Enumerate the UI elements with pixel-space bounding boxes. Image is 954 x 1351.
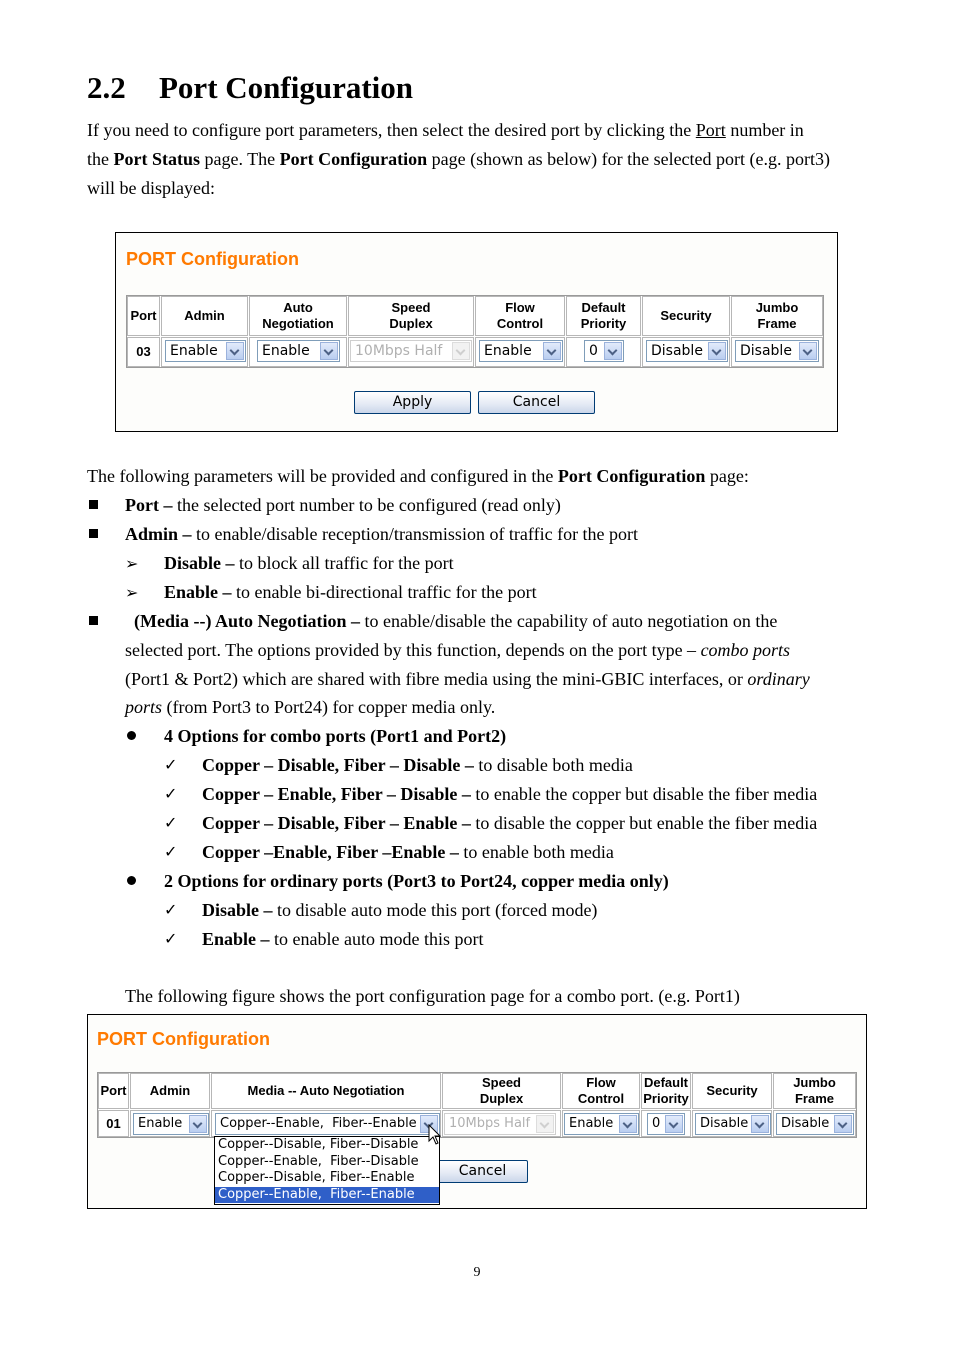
- chevron-down-icon: [665, 1115, 683, 1133]
- speed-duplex-select: [350, 340, 472, 362]
- header-media-auto-negotiation: [211, 1073, 441, 1109]
- header-auto-negotiation: [249, 296, 347, 336]
- item-auto-negotiation-line-2: [125, 636, 790, 665]
- header-default-priority: [566, 296, 641, 336]
- media-auto-negotiation-select[interactable]: [215, 1113, 440, 1135]
- select-value: 10Mbps Half: [355, 343, 443, 359]
- chevron-down-icon: [189, 1115, 207, 1133]
- item-emphasis: combo ports: [700, 640, 791, 660]
- select-value: Disable: [740, 343, 792, 359]
- security-select[interactable]: [646, 340, 728, 362]
- item-admin-enable: [164, 578, 537, 607]
- header-flow-control: [562, 1073, 640, 1109]
- combo-option-1: [202, 751, 633, 780]
- item-emphasis: ordinary: [747, 669, 810, 689]
- default-priority-select[interactable]: [647, 1113, 685, 1135]
- dropdown-option[interactable]: Copper--Disable, Fiber--Enable: [218, 1170, 415, 1185]
- dropdown-option[interactable]: Copper--Enable, Fiber--Disable: [218, 1153, 419, 1169]
- header-label: Jumbo Frame: [793, 1075, 836, 1106]
- jumbo-frame-select[interactable]: [735, 340, 819, 362]
- square-bullet-icon: [89, 500, 98, 509]
- section-heading: [87, 68, 413, 108]
- auto-negotiation-select[interactable]: [257, 340, 340, 362]
- select-value: Enable: [484, 343, 532, 359]
- header-label: Jumbo Frame: [755, 300, 799, 331]
- checkmark-icon: ✓: [164, 842, 178, 861]
- chevron-down-icon: [536, 1115, 554, 1133]
- apply-button[interactable]: Apply: [354, 391, 471, 414]
- ordinary-options-heading: [164, 867, 669, 896]
- round-bullet-icon: [127, 731, 136, 740]
- select-value: Enable: [262, 343, 310, 359]
- select-value: 10Mbps Half: [449, 1116, 531, 1131]
- port-number-cell: 01: [98, 1110, 129, 1137]
- port-config-figure-1: [115, 232, 838, 432]
- chevron-down-icon: [543, 342, 561, 360]
- chevron-down-icon: [751, 1115, 769, 1133]
- header-label: Flow Control: [577, 1075, 625, 1106]
- select-value: 0: [589, 343, 598, 359]
- header-security: [692, 1073, 772, 1109]
- chevron-down-icon: [604, 342, 622, 360]
- select-value: Enable: [138, 1116, 183, 1131]
- arrow-bullet-icon: ➢: [125, 554, 139, 573]
- security-select[interactable]: [695, 1113, 771, 1135]
- item-desc: to enable/disable the capability of auto negotiation on the: [359, 611, 778, 631]
- admin-select[interactable]: [165, 340, 246, 362]
- item-term: Enable –: [202, 929, 270, 949]
- item-desc: to block all traffic for the port: [234, 553, 454, 573]
- cancel-button[interactable]: Cancel: [478, 391, 595, 414]
- params-text: The following parameters will be provided and configured in the: [87, 466, 558, 486]
- item-auto-negotiation: [134, 607, 777, 636]
- select-value: Disable: [700, 1116, 749, 1131]
- item-term: 4 Options for combo ports (Port1 and Port2): [164, 726, 507, 746]
- item-term: Enable –: [164, 582, 232, 602]
- header-label: Security: [706, 1083, 758, 1098]
- chevron-down-icon: [452, 342, 470, 360]
- item-desc: to enable the copper but disable the fiber media: [470, 784, 818, 804]
- item-term: Copper – Disable, Fiber – Enable –: [202, 813, 471, 833]
- intro-text: the: [87, 149, 114, 169]
- select-value: Copper--Enable, Fiber--Enable: [220, 1116, 417, 1131]
- params-bold: Port Configuration: [557, 466, 706, 486]
- header-admin: [130, 1073, 210, 1109]
- item-admin-disable: [164, 549, 454, 578]
- chevron-down-icon: [619, 1115, 637, 1133]
- chevron-down-icon: [799, 342, 817, 360]
- port-number-cell: 03: [127, 337, 160, 367]
- square-bullet-icon: [89, 616, 98, 625]
- port-config-figure-2: [87, 1014, 867, 1209]
- item-term: Copper –Enable, Fiber –Enable –: [202, 842, 459, 862]
- intro-line-2: [87, 145, 830, 174]
- dropdown-option[interactable]: Copper--Disable, Fiber--Disable: [218, 1137, 419, 1152]
- port-link: Port: [695, 120, 726, 140]
- combo-option-4: [202, 838, 614, 867]
- speed-duplex-select: [444, 1113, 556, 1135]
- intro-line-1: [87, 116, 804, 145]
- ordinary-option-2: [202, 925, 483, 954]
- chevron-down-icon: [708, 342, 726, 360]
- combo-options-heading: [164, 722, 506, 751]
- flow-control-select[interactable]: [564, 1113, 639, 1135]
- item-emphasis: ports: [125, 697, 163, 717]
- select-value: Disable: [781, 1116, 830, 1131]
- header-label: Auto Negotiation: [262, 300, 334, 331]
- dropdown-option-selected[interactable]: Copper--Enable, Fiber--Enable: [215, 1187, 439, 1204]
- checkmark-icon: ✓: [164, 755, 178, 774]
- item-desc: (Port1 & Port2) which are shared with fibre media using the mini-GBIC interfaces, or: [125, 669, 748, 689]
- square-bullet-icon: [89, 529, 98, 538]
- chevron-down-icon: [834, 1115, 852, 1133]
- select-value: Enable: [569, 1116, 614, 1131]
- item-term: (Media --) Auto Negotiation –: [134, 611, 360, 631]
- section-title: Port Configuration: [159, 70, 414, 105]
- item-term: 2 Options for ordinary ports (Port3 to Port24, copper media only): [164, 871, 669, 891]
- item-desc: to disable both media: [473, 755, 633, 775]
- ordinary-option-1: [202, 896, 597, 925]
- intro-line-3: will be displayed:: [87, 178, 215, 198]
- header-label: Port: [130, 308, 157, 323]
- item-term: Disable –: [202, 900, 273, 920]
- item-term: Port –: [125, 495, 173, 515]
- page-number: 9: [473, 1265, 481, 1280]
- figure-2-caption: The following figure shows the port configuration page for a combo port. (e.g. Port1): [125, 986, 740, 1006]
- header-label: Flow Control: [496, 300, 544, 331]
- item-desc: selected port. The options provided by this function, depends on the port type –: [125, 640, 701, 660]
- select-value: Enable: [170, 343, 218, 359]
- select-value: 0: [652, 1116, 661, 1131]
- header-security: [642, 296, 730, 336]
- header-default-priority: [641, 1073, 691, 1109]
- header-jumbo-frame: [773, 1073, 856, 1109]
- header-jumbo-frame: [731, 296, 823, 336]
- panel-title: PORT Configuration: [126, 249, 299, 269]
- item-desc: (from Port3 to Port24) for copper media only.: [162, 697, 496, 717]
- item-desc: to enable both media: [458, 842, 614, 862]
- default-priority-select[interactable]: [584, 340, 624, 362]
- params-text: page:: [705, 466, 749, 486]
- header-label: Admin: [149, 1083, 191, 1098]
- combo-option-3: [202, 809, 817, 838]
- header-port: [127, 296, 160, 336]
- item-admin: [125, 520, 638, 549]
- jumbo-frame-select[interactable]: [776, 1113, 854, 1135]
- item-desc: to disable the copper but enable the fiber media: [470, 813, 818, 833]
- intro-bold: Port Configuration: [279, 149, 428, 169]
- intro-text: number in: [725, 120, 804, 140]
- cancel-button[interactable]: Cancel: [437, 1160, 528, 1183]
- checkmark-icon: ✓: [164, 784, 178, 803]
- item-auto-negotiation-line-3: [125, 665, 810, 694]
- combo-option-2: [202, 780, 817, 809]
- header-label: Media -- Auto Negotiation: [247, 1083, 405, 1098]
- params-intro: [87, 462, 749, 491]
- chevron-down-icon: [226, 342, 244, 360]
- flow-control-select[interactable]: [479, 340, 563, 362]
- item-desc: to enable auto mode this port: [269, 929, 484, 949]
- item-term: Copper – Enable, Fiber – Disable –: [202, 784, 471, 804]
- item-desc: to enable/disable reception/transmission of traffic for the port: [191, 524, 639, 544]
- select-value: Disable: [651, 343, 703, 359]
- item-term: Copper – Disable, Fiber – Disable –: [202, 755, 474, 775]
- item-desc: to enable bi-directional traffic for the port: [231, 582, 537, 602]
- section-number: 2.2: [87, 70, 126, 105]
- checkmark-icon: ✓: [164, 900, 178, 919]
- header-speed-duplex: [442, 1073, 561, 1109]
- header-label: Default Priority: [580, 300, 627, 331]
- header-port: [98, 1073, 129, 1109]
- item-auto-negotiation-line-4: [125, 693, 495, 722]
- intro-bold: Port Status: [113, 149, 200, 169]
- header-speed-duplex: [348, 296, 474, 336]
- header-label: Security: [660, 308, 712, 323]
- item-term: Disable –: [164, 553, 235, 573]
- admin-select[interactable]: [133, 1113, 209, 1135]
- chevron-down-icon: [320, 342, 338, 360]
- header-flow-control: [475, 296, 565, 336]
- item-port: [125, 491, 561, 520]
- arrow-bullet-icon: ➢: [125, 583, 139, 602]
- checkmark-icon: ✓: [164, 813, 178, 832]
- intro-text: page. The: [200, 149, 280, 169]
- item-desc: to disable auto mode this port (forced mode): [272, 900, 598, 920]
- intro-text: If you need to configure port parameters, then select the desired port by clicking the: [87, 120, 696, 140]
- mouse-cursor-icon: [428, 1124, 442, 1146]
- panel-title: PORT Configuration: [97, 1029, 270, 1049]
- header-admin: [161, 296, 248, 336]
- header-label: Port: [100, 1083, 127, 1098]
- header-label: Speed Duplex: [389, 300, 433, 331]
- round-bullet-icon: [127, 876, 136, 885]
- header-label: Default Priority: [643, 1075, 689, 1106]
- item-desc: the selected port number to be configured (read only): [172, 495, 561, 515]
- intro-text: page (shown as below) for the selected port (e.g. port3): [427, 149, 831, 169]
- item-term: Admin –: [125, 524, 192, 544]
- checkmark-icon: ✓: [164, 929, 178, 948]
- auto-negotiation-dropdown-list[interactable]: [214, 1136, 440, 1205]
- header-label: Speed Duplex: [479, 1075, 524, 1106]
- header-label: Admin: [184, 308, 225, 323]
